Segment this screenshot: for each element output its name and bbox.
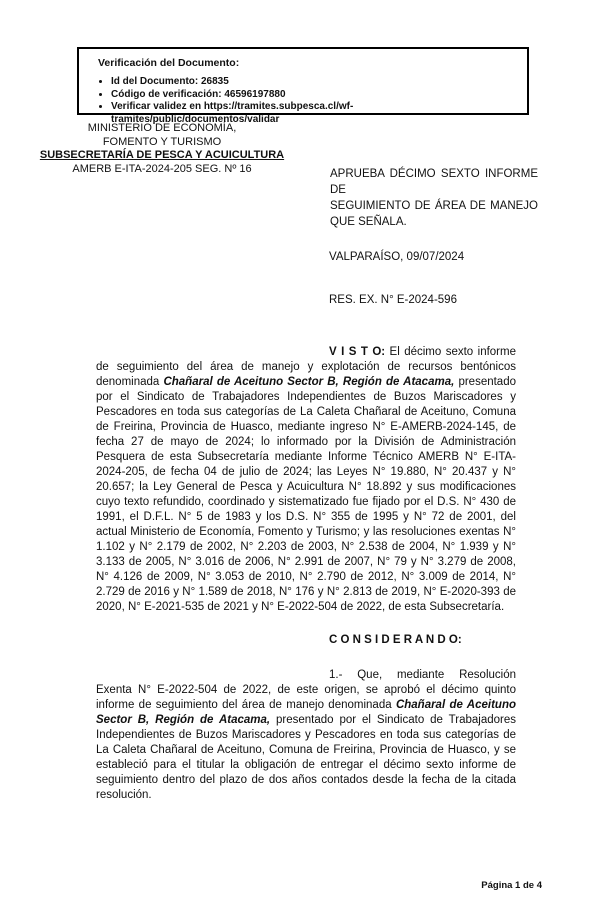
resolution-subject [330,166,538,230]
verification-item-validate-url: • Verificar validez en https://tramites.subpesca.cl/wf-tramites/public/documentos/validar [111,101,519,126]
verification-box [77,47,529,125]
considerando-heading: C O N S I D E R A N D O: [329,634,462,646]
verification-item-code: • Código de verificación: 46596197880 [111,89,519,102]
visto-text-before: El décimo sexto informe de seguimiento del área de manejo y explotación de recursos bentónicos denominada [96,346,516,388]
considerando-item-1 [96,668,516,803]
considerando-area-name: Chañaral de Aceituno Sector B, Región de Atacama, [96,699,516,726]
verification-list [98,76,519,126]
verification-title: Verificación del Documento: [98,57,240,69]
document-body [96,345,516,803]
subject-line: QUE SEÑALA. [330,216,407,228]
considerando-text-before: 1.- Que, mediante Resolución Exenta N° E-2022-504 de 2022, de este origen, se aprobó el décimo quinto informe de seguimiento del área de manejo denominada [96,669,516,711]
resolution-number: RES. EX. N° E-2024-596 [329,294,457,306]
verification-item-document-id: • Id del Documento: 26835 [111,76,519,89]
letterhead-ministry-line2: FOMENTO Y TURISMO [102,135,222,148]
considerando-text-after: presentado por el Sindicato de Trabajadores Independientes de Buzos Mariscadores y Pescadores en toda sus categorías de La Caleta Chañaral de Aceituno, Comuna de Freirina, Provincia de Huasco, y se estableció para el titular la obligación de entregar el décimo sexto informe de seguimiento dentro del plazo de dos años contados desde la fecha de la citada resolución. [96,714,516,801]
place-and-date: VALPARAÍSO, 09/07/2024 [329,251,465,263]
letterhead-amerb-reference: AMERB E-ITA-2024-205 SEG. Nº 16 [72,162,252,175]
letterhead-subsecretaria: SUBSECRETARÍA DE PESCA Y ACUICULTURA [39,149,285,161]
subject-line: APRUEBA DÉCIMO SEXTO INFORME DE [330,168,538,196]
page-number-indicator: Página 1 de 4 [481,880,542,891]
visto-area-name: Chañaral de Aceituno Sector B, Región de Atacama, [163,376,455,388]
subject-line: SEGUIMIENTO DE ÁREA DE MANEJO [330,200,538,212]
letterhead [22,122,302,176]
visto-paragraph [96,345,516,615]
visto-label: V I S T O: [329,346,386,358]
visto-text-after: presentado por el Sindicato de Trabajadores Independientes de Buzos Mariscadores y Pescadores en toda sus categorías de La Caleta Chañaral de Aceituno, Comuna de Freirina, Provincia de Huasco, mediante ingreso N° E-AMERB-2024-145, de fecha 27 de mayo de 2024; lo informado por la División de Administración Pesquera de esta Subsecretaría mediante Informe Técnico AMERB N° E-ITA-2024-205, de fecha 04 de julio de 2024; las Leyes N° 19.880, N° 20.437 y N° 20.657; la Ley General de Pesca y Acuicultura N° 18.892 y sus modificaciones cuyo texto refundido, coordinado y sistematizado fue fijado por el D.S. N° 430 de 1991, el D.F.L. N° 5 de 1983 y los D.S. N° 355 de 1995 y N° 72 de 2001, del actual Ministerio de Economía, Fomento y Turismo; y las resoluciones exentas N° 1.102 y N° 2.179 de 2002, N° 2.203 de 2003, N° 2.538 de 2004, N° 1.939 y N° 3.133 de 2005, N° 3.016 de 2006, N° 2.991 de 2007, N° 79 y N° 3.279 de 2008, N° 4.126 de 2009, N° 3.053 de 2010, N° 2.790 de 2012, N° 3.009 de 2014, N° 2.729 de 2016 y N° 1.589 de 2018, N° 176 y N° 2.813 de 2019, N° E-2020-393 de 2020, N° E-2021-535 de 2021 y N° E-2022-504 de 2022, de esta Subsecretaría. [96,376,516,613]
letterhead-ministry-line1: MINISTERIO DE ECONOMÍA, [87,122,237,134]
